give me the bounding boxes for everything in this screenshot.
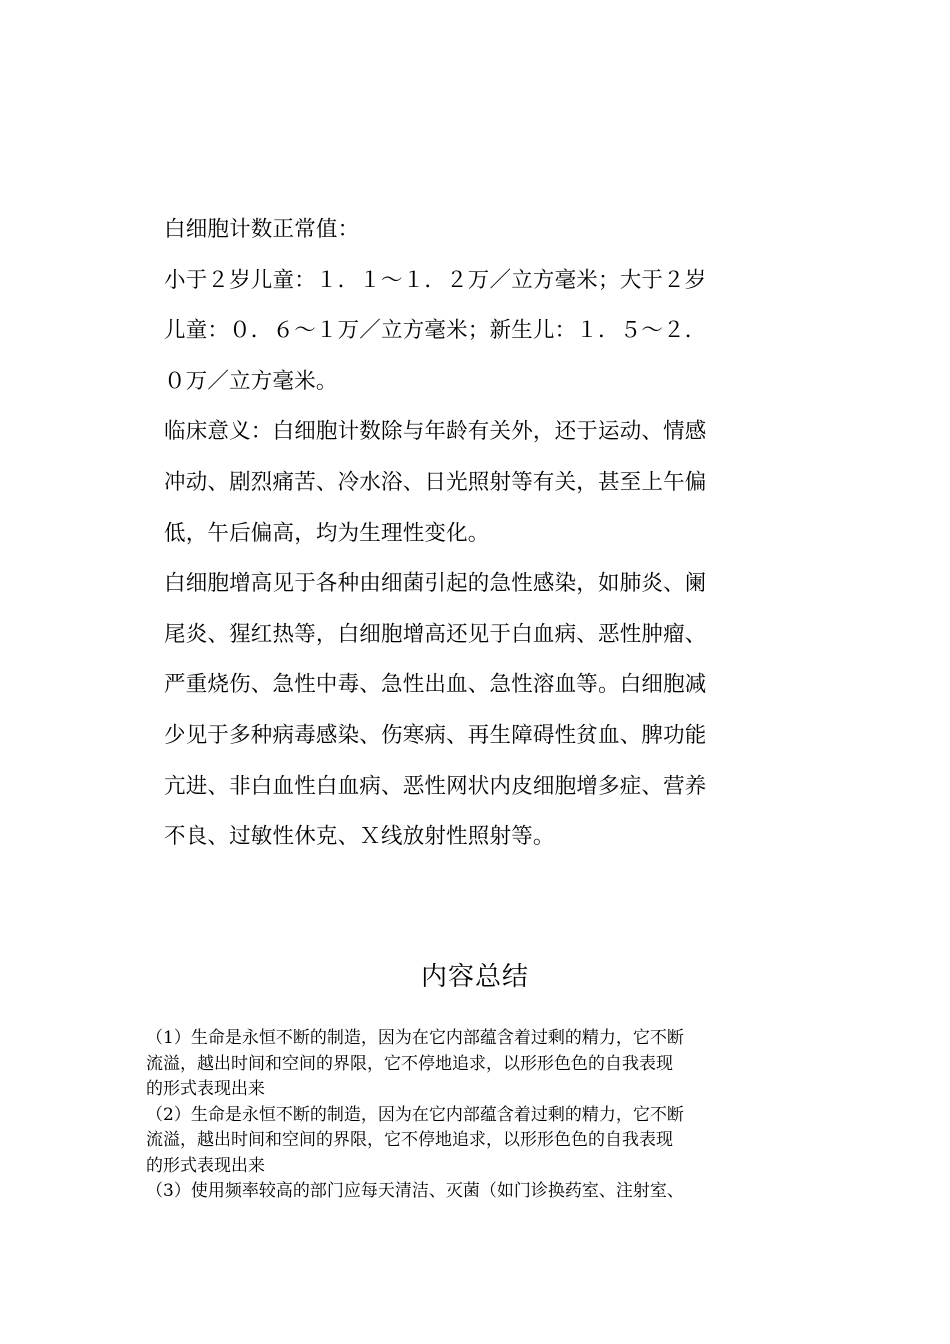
main-text-block [164,205,764,863]
text-line: 白细胞增高见于各种由细菌引起的急性感染，如肺炎、阑 [164,571,707,597]
summary-line: 流溢，越出时间和空间的界限，它不停地追求，以形形色色的自我表现 [146,1130,673,1150]
summary-heading: 内容总结 [420,962,529,992]
text-line: 临床意义：白细胞计数除与年龄有关外，还于运动、情感 [164,419,707,445]
text-line: 儿童：０．６～１万／立方毫米；新生儿：１．５～２． [164,318,707,344]
text-line: 低，午后偏高，均为生理性变化。 [164,520,490,546]
text-line: 白细胞计数正常值： [164,217,360,242]
summary-line: 流溢，越出时间和空间的界限，它不停地追求，以形形色色的自我表现 [146,1053,673,1074]
summary-line: （3）使用频率较高的部门应每天清洁、灭菌（如门诊换药室、注射室、 [146,1181,684,1201]
summary-line: （1）生命是永恒不断的制造，因为在它内部蕴含着过剩的精力，它不断 [146,1028,684,1048]
text-line: 小于２岁儿童：１．１～１．２万／立方毫米；大于２岁 [164,267,707,293]
summary-line: 的形式表现出来 [146,1079,265,1099]
summary-line: （2）生命是永恒不断的制造，因为在它内部蕴含着过剩的精力，它不断 [146,1104,684,1125]
text-line: 亢进、非白血性白血病、恶性网状内皮细胞增多症、营养 [164,773,707,799]
text-line: 少见于多种病毒感染、伤寒病、再生障碍性贫血、脾功能 [164,722,707,748]
text-line: 严重烧伤、急性中毒、急性出血、急性溶血等。白细胞减 [164,672,707,698]
summary-text-block [146,1026,806,1205]
summary-line: 的形式表现出来 [146,1155,265,1176]
text-line: ０万／立方毫米。 [164,368,338,394]
text-line: 尾炎、猩红热等，白细胞增高还见于白血病、恶性肿瘤、 [164,621,707,647]
text-line: 不良、过敏性休克、Ｘ线放射性照射等。 [164,824,555,850]
text-line: 冲动、剧烈痛苦、冷水浴、日光照射等有关，甚至上午偏 [164,469,707,495]
